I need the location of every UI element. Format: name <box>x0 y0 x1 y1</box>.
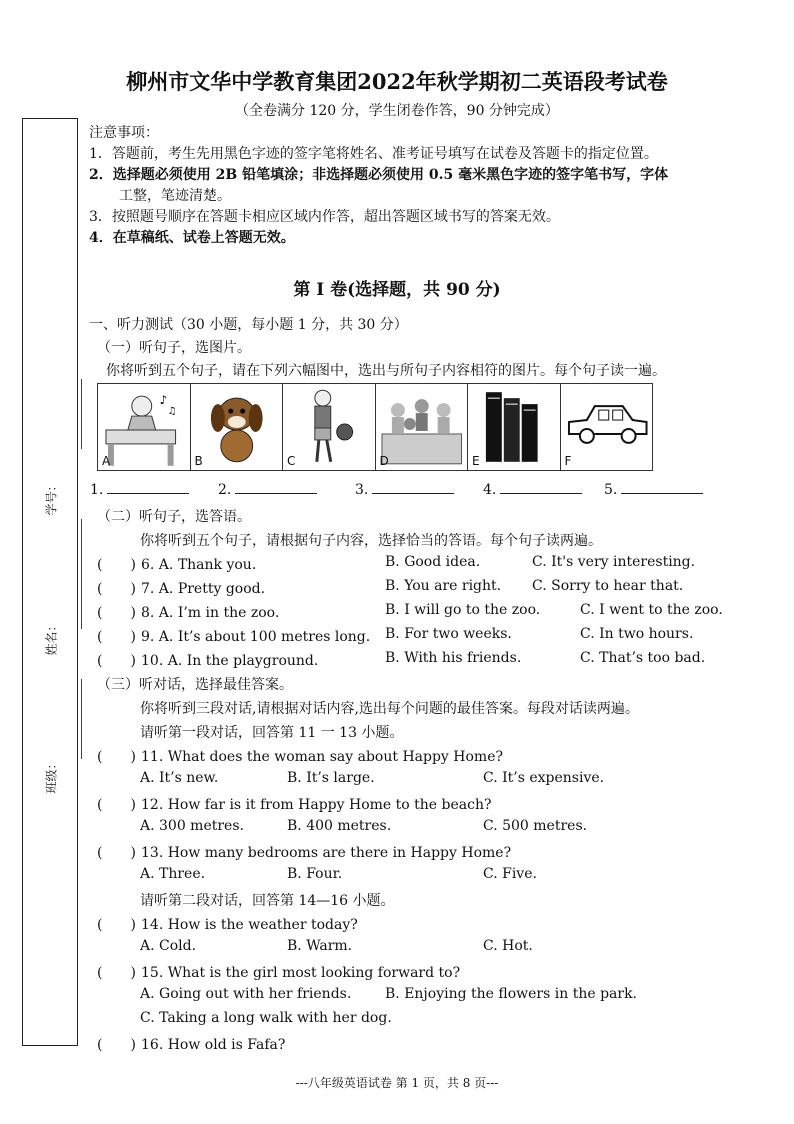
picture-c-label: C <box>287 454 296 468</box>
question-6-option-c: C. It's very interesting. <box>532 554 696 570</box>
question-7-option-b: B. You are right. <box>385 578 502 594</box>
picture-c <box>283 384 376 470</box>
question-16: ( ) 16. How old is Fafa? <box>97 1037 286 1053</box>
name-line <box>81 519 82 629</box>
question-11: ( ) 11. What does the woman say about Happy Home? <box>97 749 503 765</box>
section2-title: （二）听句子，选答语。 <box>97 509 251 525</box>
question-6-option-b: B. Good idea. <box>385 554 481 570</box>
question-8: ( ) 8. A. I’m in the zoo. <box>97 605 280 621</box>
question-13-option-c: C. Five. <box>483 866 537 882</box>
picture-d <box>376 384 469 470</box>
question-12-option-c: C. 500 metres. <box>483 818 588 834</box>
question-12-option-b: B. 400 metres. <box>287 818 392 834</box>
class-label: 班级： <box>44 757 59 794</box>
question-6: ( ) 6. A. Thank you. <box>97 557 257 573</box>
exam-title: 柳州市文华中学教育集团2022年秋学期初二英语段考试卷 <box>126 69 668 94</box>
dialogue1-instruction: 请听第一段对话，回答第 11 一 13 小题。 <box>140 725 404 741</box>
section2-instruction: 你将听到五个句子，请根据句子内容，选择恰当的答语。每个句子读两遍。 <box>140 533 602 549</box>
question-8-option-b: B. I will go to the zoo. <box>385 602 541 618</box>
dog-icon <box>191 384 283 470</box>
binding-box <box>22 118 78 1046</box>
note-item-4: 4．在草稿纸、试卷上答题无效。 <box>89 230 295 246</box>
question-11-option-a: A. It’s new. <box>140 770 219 786</box>
student-no-label: 学号： <box>44 479 59 516</box>
question-12-option-a: A. 300 metres. <box>140 818 244 834</box>
picture-b-label: B <box>194 454 203 468</box>
question-15-option-c: C. Taking a long walk with her dog. <box>140 1010 392 1026</box>
section1-instruction: 你将听到五个句子，请在下列六幅图中，选出与所句子内容相符的图片。每个句子读一遍。 <box>106 363 666 379</box>
question-14: ( ) 14. How is the weather today? <box>97 917 358 933</box>
question-11-option-b: B. It’s large. <box>287 770 375 786</box>
note-item-2: 2．选择题必须使用 2B 铅笔填涂；非选择题必须使用 0.5 毫米黑色字迹的签字笔书写，字体 <box>89 167 669 183</box>
question-14-option-a: A. Cold. <box>140 938 197 954</box>
answer-blank-4[interactable]: 4. <box>483 482 582 498</box>
listening-heading: 一、听力测试（30 小题，每小题 1 分，共 30 分） <box>89 317 408 333</box>
books-icon <box>468 384 560 470</box>
question-11-option-c: C. It’s expensive. <box>483 770 605 786</box>
question-9-option-b: B. For two weeks. <box>385 626 512 642</box>
question-13: ( ) 13. How many bedrooms are there in Happy Home? <box>97 845 512 861</box>
question-14-option-b: B. Warm. <box>287 938 353 954</box>
note-item-1: 1．答题前，考生先用黑色字迹的签字笔将姓名、准考证号填写在试卷及答题卡的指定位置。 <box>89 146 658 162</box>
answer-blank-2[interactable]: 2. <box>218 482 317 498</box>
question-10-option-c: C. That’s too bad. <box>580 650 706 666</box>
picture-d-label: D <box>379 454 389 468</box>
picture-e-label: E <box>472 454 480 468</box>
note-item-3: 3．按照题号顺序在答题卡相应区域内作答，超出答题区域书写的答案无效。 <box>89 209 560 225</box>
picture-a <box>98 384 191 470</box>
picture-strip <box>97 383 653 471</box>
student-no-line <box>81 379 82 449</box>
question-13-option-b: B. Four. <box>287 866 343 882</box>
question-12: ( ) 12. How far is it from Happy Home to the beach? <box>97 797 492 813</box>
section3-title: （三）听对话，选择最佳答案。 <box>97 677 293 693</box>
svg-text:♪: ♪ <box>159 393 168 408</box>
notes-heading: 注意事项： <box>89 125 159 141</box>
page-footer: ---八年级英语试卷 第 1 页，共 8 页--- <box>295 1076 499 1090</box>
question-15: ( ) 15. What is the girl most looking forward to? <box>97 965 461 981</box>
question-10: ( ) 10. A. In the playground. <box>97 653 319 669</box>
svg-text:♫: ♫ <box>167 406 177 418</box>
name-label: 姓名： <box>44 619 59 656</box>
exam-subtitle: （全卷满分 120 分，学生闭卷作答，90 分钟完成） <box>235 103 559 119</box>
question-8-option-c: C. I went to the zoo. <box>580 602 723 618</box>
picture-f-label: F <box>564 454 572 468</box>
question-7-option-c: C. Sorry to hear that. <box>532 578 684 594</box>
question-9-option-c: C. In two hours. <box>580 626 694 642</box>
part1-title: 第 I 卷(选择题，共 90 分) <box>293 280 501 300</box>
answer-blank-1[interactable]: 1. <box>90 482 189 498</box>
question-14-option-c: C. Hot. <box>483 938 533 954</box>
class-line <box>81 679 82 759</box>
question-13-option-a: A. Three. <box>140 866 206 882</box>
question-10-option-b: B. With his friends. <box>385 650 522 666</box>
answer-blank-5[interactable]: 5. <box>604 482 703 498</box>
car-icon <box>561 384 653 470</box>
picture-f <box>561 384 653 470</box>
section3-instruction: 你将听到三段对话,请根据对话内容,选出每个问题的最佳答案。每段对话读两遍。 <box>140 701 639 717</box>
picture-e <box>468 384 561 470</box>
picture-b <box>191 384 284 470</box>
girl-piano-icon <box>98 384 190 470</box>
picture-a-label: A <box>102 454 111 468</box>
dialogue2-instruction: 请听第二段对话，回答第 14—16 小题。 <box>140 893 395 909</box>
question-15-option-b: B. Enjoying the flowers in the park. <box>385 986 638 1002</box>
family-picnic-icon <box>376 384 468 470</box>
answer-blank-3[interactable]: 3. <box>355 482 454 498</box>
section1-title: （一）听句子，选图片。 <box>97 340 251 356</box>
question-7: ( ) 7. A. Pretty good. <box>97 581 266 597</box>
basketball-boy-icon <box>283 384 375 470</box>
question-15-option-a: A. Going out with her friends. <box>140 986 352 1002</box>
question-9: ( ) 9. A. It’s about 100 metres long. <box>97 629 371 645</box>
note-item-2-cont: 工整，笔迹清楚。 <box>119 188 231 204</box>
